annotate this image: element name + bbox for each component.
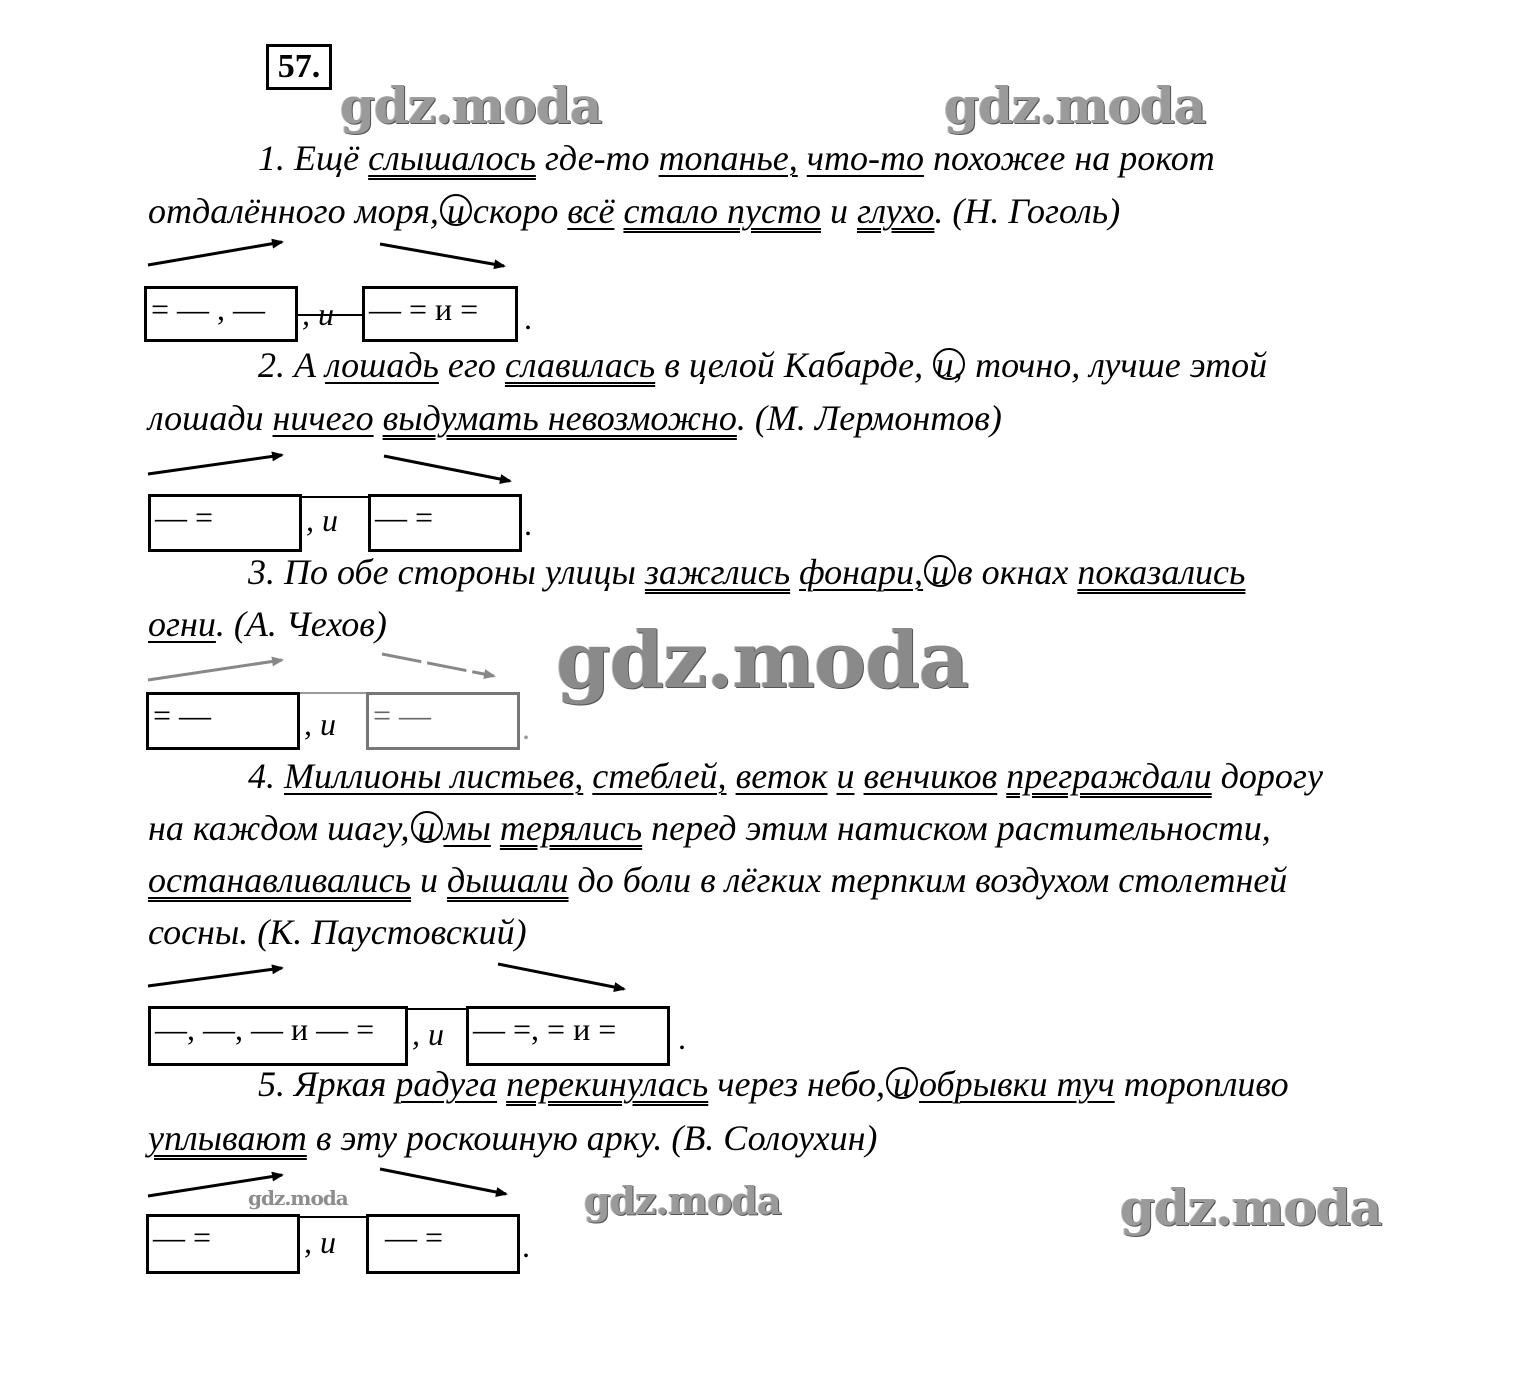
watermark: gdz.moda — [944, 76, 1206, 135]
scheme-connector-line — [300, 692, 366, 694]
predicate: дышали — [447, 860, 569, 900]
predicate: перекинулась — [506, 1064, 709, 1104]
scheme-box-1: —, —, — и — = — [148, 1006, 408, 1066]
scheme-box-1: — = — [148, 494, 302, 552]
exercise-number: 57. — [266, 44, 332, 90]
sentence-1-line-1: 1. Ещё слышалось где-то топанье, что-то похожее на рокот — [258, 138, 1215, 178]
scheme-box-1: = — , — — [144, 286, 298, 342]
predicate: слышалось — [368, 138, 536, 178]
sentence-5-line-1: 5. Яркая радуга перекинулась через небо, и обрывки туч торопливо — [258, 1064, 1289, 1104]
arrow-right-up — [148, 242, 282, 265]
conjunction-circle: и, — [933, 348, 965, 380]
scheme-connector-text: , и — [412, 1016, 444, 1052]
predicate: выдумать невозможно — [382, 398, 737, 438]
scheme-connector-text: , и — [302, 296, 334, 332]
arrow-right-up — [148, 1175, 282, 1196]
conjunction-circle: и — [886, 1067, 918, 1099]
sentence-4-line-2: на каждом шагу, и мы терялись перед этим натиском растительности, — [148, 808, 1271, 848]
conjunction-circle: и — [924, 555, 956, 587]
scheme-box-2: — = и = — [362, 286, 518, 342]
subject: фонари, — [799, 552, 924, 592]
conjunction-circle: и — [440, 194, 472, 226]
subject: что-то — [806, 138, 924, 178]
scheme-connector-text: , и — [304, 706, 336, 742]
scheme-end: . — [522, 710, 530, 746]
predicate: стало пусто — [623, 191, 821, 231]
predicate: уплывают — [148, 1118, 307, 1158]
subject: радуга — [395, 1064, 498, 1104]
subject: огни — [148, 604, 216, 644]
watermark: gdz.moda — [556, 615, 969, 706]
arrow-right-up — [148, 660, 282, 680]
sentence-4-line-4: сосны. (К. Паустовский) — [148, 912, 527, 952]
subject: стеблей, — [592, 756, 727, 796]
watermark: gdz.moda — [340, 76, 602, 135]
arrow-right-down — [380, 1169, 506, 1194]
scheme-box-2: = — — [366, 692, 520, 750]
subject: лошадь — [325, 345, 439, 385]
subject: ничего — [272, 398, 374, 438]
scheme-box-2: — =, = и = — [466, 1006, 670, 1066]
predicate: глухо — [856, 191, 935, 231]
arrow-right-down — [380, 244, 504, 266]
sentence-3-line-1: 3. По обе стороны улицы зажглись фонари, и в окнах показались — [248, 552, 1246, 592]
predicate: показались — [1077, 552, 1246, 592]
watermark: gdz.moda — [248, 1186, 348, 1210]
conjunction-circle: и — [411, 811, 443, 843]
sentence-2-line-2: лошади ничего выдумать невозможно. (М. Лермонтов) — [148, 398, 1002, 438]
predicate: зажглись — [644, 552, 791, 592]
arrow-right-up — [148, 455, 282, 474]
scheme-end: . — [522, 1228, 530, 1264]
watermark: gdz.moda — [1120, 1178, 1382, 1237]
scheme-box-2: — = — [368, 494, 522, 552]
predicate: преграждали — [1006, 756, 1212, 796]
scheme-box-1: — = — [146, 1214, 300, 1274]
subject: веток — [735, 756, 828, 796]
predicate: славилась — [504, 345, 656, 385]
arrow-right-down — [384, 456, 510, 481]
scheme-connector-text: , и — [306, 502, 338, 538]
scheme-connector-line — [300, 1216, 366, 1218]
sentence-4-line-1: 4. Миллионы листьев, стеблей, веток и венчиков преграждали дорогу — [248, 756, 1323, 796]
predicate: терялись — [499, 808, 643, 848]
sentence-2-line-1: 2. А лошадь его славилась в целой Кабарде, и, точно, лучше этой — [258, 345, 1268, 385]
scheme-end: . — [524, 300, 532, 336]
subject: мы — [443, 808, 491, 848]
watermark: gdz.moda — [584, 1178, 781, 1223]
scheme-connector-line — [408, 1008, 468, 1010]
subject: обрывки туч — [918, 1064, 1115, 1104]
scheme-box-2: — = — [366, 1214, 520, 1274]
subject: всё — [567, 191, 615, 231]
subject: Миллионы листьев, — [284, 756, 584, 796]
sentence-3-line-2: огни. (А. Чехов) — [148, 604, 387, 644]
scheme-end: . — [524, 506, 532, 542]
scheme-box-1: = — — [146, 692, 300, 750]
sentence-4-line-3: останавливались и дышали до боли в лёгких терпким воздухом столетней — [148, 860, 1288, 900]
arrow-right-down — [498, 964, 624, 989]
subject: венчиков — [863, 756, 998, 796]
predicate: останавливались — [148, 860, 412, 900]
sentence-1-line-2: отдалённого моря, и скоро всё стало пусто и глухо. (Н. Гоголь) — [148, 191, 1121, 231]
arrow-right-down — [382, 654, 494, 676]
scheme-connector-line — [302, 496, 368, 498]
subject: и — [836, 756, 855, 796]
arrow-right-up — [148, 968, 282, 986]
subject: топанье, — [658, 138, 798, 178]
scheme-end: . — [678, 1020, 686, 1056]
sentence-5-line-2: уплывают в эту роскошную арку. (В. Солоухин) — [148, 1118, 878, 1158]
scheme-connector-text: , и — [304, 1224, 336, 1260]
